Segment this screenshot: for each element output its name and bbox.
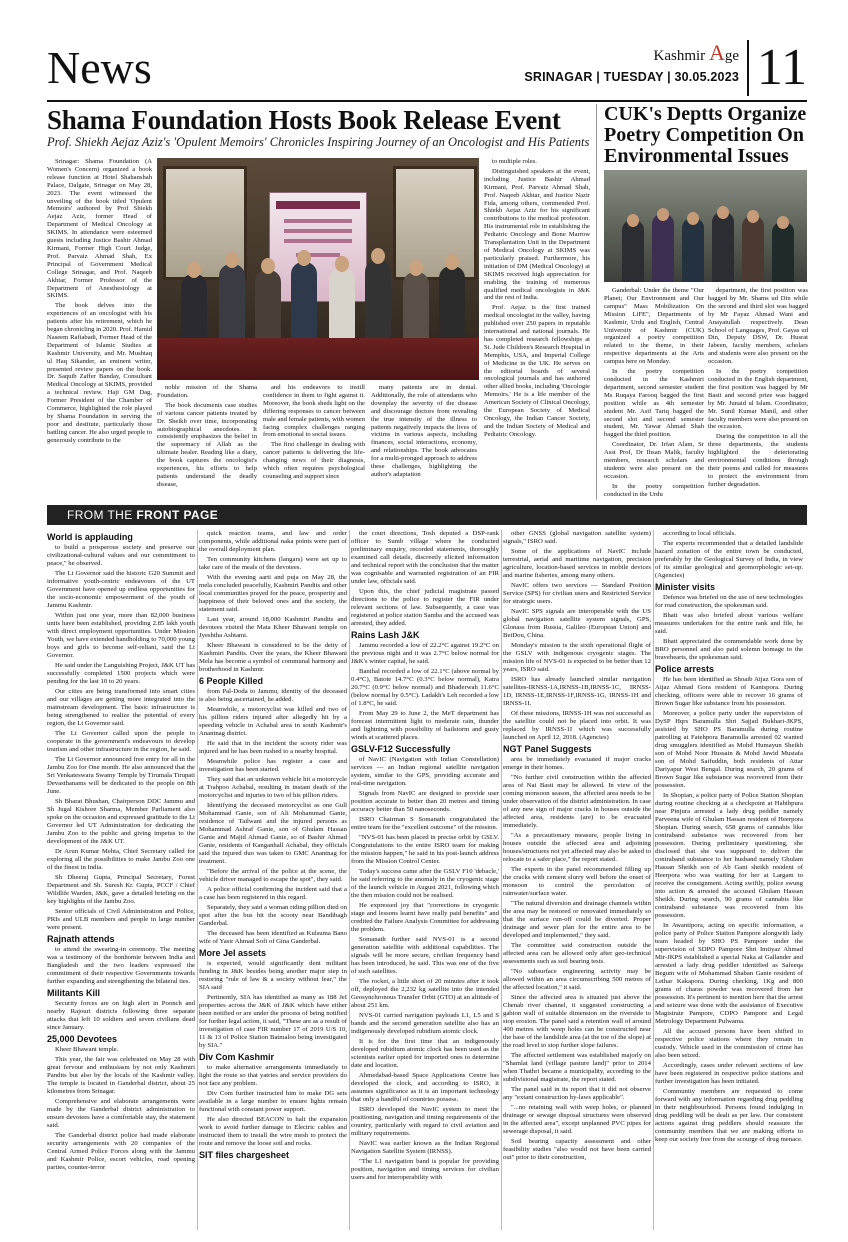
paragraph: "The natural diversion and drainage channels within the area may be restored or renovated immediately so that the surface run-off could be diverted. Proper drainage and sewer plan for the entire area to be developed and implemented," they said.	[503, 900, 651, 939]
paragraph: NavIC SPS signals are interoperable with the US global navigation satellite system signals, GPS, Glonass from Russia, Galileo (European Union) and BeiDou, China.	[503, 608, 651, 639]
paragraph: Today's success came after the GSLV F10 'debacle,' he said referring to the anomaly in the cryogenic stage of the launch vehicle in August 2021, following which the then mission could not be realised.	[351, 868, 499, 899]
paragraph: Bhatt was also briefed about various welfare measures undertaken for the entire rank and file, he said.	[655, 612, 803, 635]
paragraph: and his endeavors to instill confidence in them to fight against it. Moreover, the book sheds light on the differing responses to cancer between male and female patients, with women facing complex challenges ranging from emotional to social issues.	[263, 384, 365, 439]
paragraph: "NVS-01 has been placed in precise orbit by GSLV. Congratulations to the entire ISRO team for making the mission happen," he said in his post-launch address from the Mission Control Center.	[351, 834, 499, 865]
paragraph: Dr Arun Kumar Mehta, Chief Secretary called for exploring all the possibilities to make Jambu Zoo one of the finest in India.	[47, 848, 195, 871]
paragraph: They said that an unknown vehicle hit a motorcycle at Trahpoo Achabal, resulting in instant death of the motorcyclist and injuries to two of his pillion riders.	[199, 776, 347, 799]
paragraph: The Lt Governor announced free entry for all in the Jambu Zoo for One month. He also announced that the Sri Venkateswara Swamy Temple by Tirumala Tirupati Devasthanams will be dedicated to the people on 8th June.	[47, 756, 195, 795]
front-column-5	[655, 530, 803, 1232]
paragraph: The panel said in its report that it did not observe any "extant construction by-laws applicable".	[503, 1086, 651, 1101]
paragraph: The rocket, a little short of 20 minutes after it took off, deployed the 2,232 kg satellite into the intended Geosynchronous Transfer Orbit (GTO) at an altitude of about 251 km.	[351, 978, 499, 1009]
paragraph: He said that in the incident the scooty rider was injured and he has been rushed to a nearby hospital.	[199, 740, 347, 755]
paragraph: Ganderbal: Under the theme "Our Planet; Our Environment and Our campus" Mass Mobilization On Mission LiFE", Departments of Kashmir, Urdu and English, Central University of Kashmir (CUK) organized a poetry competition related to the theme, in their respective departments at the Arts campus here on Monday.	[604, 287, 704, 366]
paragraph: With the evening aarti and puja on May 28, the mela concluded peacefully, Kashmiri Pandits and other local communities prayed for the peace, prosperity and happiness of their beloved ones and the society, the statement said.	[199, 574, 347, 613]
paragraph: Some of the applications of NavIC include terrestrial, aerial and maritime navigation, precision agriculture, location-based services in mobile devices and marine fisheries, among many others.	[503, 548, 651, 579]
paragraph: department, the first position was bagged by Mr. Shams ud Din while the second and third slot was bagged by Mr Fayaz Ahmad Wani and Anayatullah respectively. Dean School of Languages, Prof. Gayas ud Din, Deputy DSW, Dr. Husrat Jabeen, faculty members, scholars and students were also present on the occasion.	[708, 287, 808, 366]
paragraph: "As a precautionary measure, people living in houses outside the affected area and adjoining houses/structures not yet affected may also be asked to relocate to a safer place," the report stated.	[503, 832, 651, 863]
section-heading: Rajnath attends	[47, 934, 115, 944]
paragraph: Bhatt appreciated the commendable work done by BRO personnel and also paid solemn homage to the bravehearts, the spokesman said.	[655, 638, 803, 661]
paragraph: The experts in the panel recommended filling up the cracks with cement slurry well before the onset of monsoon to control the percolation of rainwater/surface water.	[503, 866, 651, 897]
from-the-front-page-bar: FROM THE FRONT PAGE	[47, 505, 807, 525]
section-heading: Militants Kill	[47, 988, 101, 998]
brand-logo: Kashmir Age	[653, 40, 739, 65]
paragraph: Soil bearing capacity assessment and other feasibility studies "also would not have been carried out" prior to their construction,	[503, 1138, 651, 1161]
paragraph: Pertinently, SIA has identified as many as 188 JeI properties across the J&K of J&K which have either been notified or are under the process of being notified for further legal action, it said, "These are as a result of investigation of case FIR number 17 of 2019 U/S 10, 11 & 13 of Police Station Batmaloo being investigated by SIA."	[199, 994, 347, 1049]
paragraph: In the poetry competition conducted in the Urdu	[604, 482, 704, 498]
section-heading: Div Com Kashmir	[199, 1052, 275, 1062]
paragraph: This year, the fair was celebrated on May 28 with great fervour and enthusiasm by not only Kashmiri Pandits but also by the locals of the Kashmir valley. The temple is located in Ganderbal district, about 25 kilometres from Srinagar.	[47, 1056, 195, 1095]
paragraph: Meanwhile police has register a case and investigation has been started.	[199, 758, 347, 773]
paragraph: Within just one year, more than 82,000 business units have been established, providing 2.85 lakh youth with direct employment opportunities. Under Mission Youth, we have extended handholding to 70,000 young boys and girls to become self-reliant, said the Lt Governor.	[47, 612, 195, 659]
paragraph: Moreover, a police party under the supervision of DySP Hqrs Baramulla Shri Sajjad Bukhari-JKPS, assisted by SHO PS Baramulla during routine patrolling at Fatehpora Baramulla arrested 02 wanted drug smugglers identified as Mohd Humayun Sheikh son of Mohd Noor Hussain & Mohd Jawid Mustafa son of Mohd Saifuddin, both residents of Attar Dariyapur West Bengal. During search, 20 grams of Brown Sugar like substance was recovered from their possession.	[655, 710, 803, 789]
paragraph: Sh Dheeraj Gupta, Principal Secretary, Forest Department and Sh. Suresh Kr. Gupta, PCCF / Chief Wildlife Warden, J&K, gave a detailed briefing on the key highlights of the Jambu Zoo.	[47, 874, 195, 905]
paragraph: Monday's mission is the sixth operational flight of the GSLV with indigenous cryogenic stages. The mission life of NVS-01 is expected to be better than 12 years, ISRO said.	[503, 642, 651, 673]
paragraph: Comprehensive and elaborate arrangements were made by the Ganderbal district administration to ensure devotees have a comfortable stay, the statement said.	[47, 1098, 195, 1129]
paragraph: In Awantipora, acting on specific information, a police party of Police Station Pampore alongwith lady team headed by SHO PS Pampore under the supervision of SDPO Pampore Shri Imtiyaz Ahmad Mir-JKPS established a special Naka at Gallander and arrested a lady drug peddler identified as Safeeqa Begum wife of Mohammad Shaban Ganie resident of Lethar Kakapora. During checking, 1Kg and 800 grams of charas powder was recovered from her possession. It's pertinent to mention here that the arrest and seizure was done with the assistance of Executive Magistrate Pampore, CDPO Pampore and Legal Metrology Department Pulwama.	[655, 922, 803, 1025]
paragraph: to build a prosperous society and preserve our civilizational-cultural values and our commitment to peace," he observed.	[47, 544, 195, 567]
paragraph: Our cities are being transformed into smart cities and our villages are getting more integrated into the mainstream development. The basic infrastructure is being strengthened to realize the potential of every region, the Lt Governor said.	[47, 688, 195, 727]
paragraph: "No further civil construction within the affected area of Nai Basti may be allowed. In view of the coming monsoon season, the affected area needs to be under observation of the district administration. In case of any new sign of major cracks in houses outside the affected area, residents (are) to be evacuated immediately.	[503, 774, 651, 829]
paragraph: From May 29 to June 2, the MeT department has forecast intermittent light to moderate rain, thunder and lightning with possibility of hailstorm and gusty winds at scattered places.	[351, 710, 499, 741]
paragraph: NVS-01 carried navigation payloads L1, L5 and S bands and the second generation satellite also has an indigenously developed rubidium atomic clock.	[351, 1012, 499, 1035]
column-divider	[596, 104, 597, 500]
lead-column-5	[484, 158, 590, 498]
paragraph: the court directions, Tosh deputed a DSP-rank officer to Sumb village where he conducted preliminary enquiry, recorded statements, thoroughly examined call details, discreetly elicited information and technical report with the conclusion that the matter was cognisable and warranted registration of an FIR under law, officials said.	[351, 530, 499, 585]
lead-column-3	[263, 384, 365, 498]
paragraph: Srinagar: Shama Foundation (A Women's Concern) organized a book release function at Hotel Shahanshah Palace, Dalgate, Srinagar on May 28, 2023. The event witnessed the unveiling of the book titled 'Opulent Memoirs' authored by Prof Shiekh Aejaz Aziz, former Head of Department of Medical Oncology at SKIMS. In attendance were esteemed guests including Justice Bashir Ahmad Kirmani, Former High Court Judge, Prof. Parvaiz Ahmad Shah, Ex Principal of Government Medical College Srinagar, and Prof. Naqeeb Akhtar, Former Professor of the Department of Anesthesiology at SKIMS.	[47, 158, 152, 300]
paragraph: Sh Bharat Bhushan, Chairperson DDC Jammu and Sh Jugal Kishore Sharma, Member Parliament also spoke on the occasion and expressed gratitude to the Lt Governor led UT Administration for dedicating the Jambu Zoo to the public and giving impetus to the development of the J&K UT.	[47, 798, 195, 845]
paragraph: ISRO has already launched similar navigation satellites-IRNSS-1A,IRNSS-1B,IRNSS-1C, IRNSS-1D, IRNSS-1E,IRNSS-1F,IRNSS-1G, IRNSS-1H and IRNSS-1I.	[503, 676, 651, 707]
paragraph: ISRO Chairman S Somanath congratulated the entire team for the "excellent outcome" of the mission.	[351, 816, 499, 831]
section-heading: NGT Panel Suggests	[503, 744, 592, 754]
column-divider	[349, 530, 350, 1230]
paragraph: The affected settlement was established majorly on "Shamlat land (village pasture land)" prior to 2014 when Thathri became a municipality, according to the subdivisional magistrate, the report stated.	[503, 1052, 651, 1083]
masthead-rule	[47, 100, 807, 102]
page-number: 11	[747, 40, 807, 96]
paragraph: During the competition in all the three departments, the students highlighted the deteriorating environmental conditions through their poems and called for measures to protect the environment from further degradation.	[708, 433, 808, 488]
paragraph: The book delves into the experiences of an oncologist with his patients after his retirement, which he began chronicling in 2020. Prof. Hamid Naseem Rafiabadi, Former Head of the Department of Islamic Studies at Kashmir University, and Mr. Mushtaq ul Haq Sikander, an eminent writer, presented review papers on the book. Dr. Saquib Zaffer Banday, Consultant Medical Oncology at SKIMS, provided a technical review. Haji GM Dag, Former President of the Chamber of Commerce, highlighted the role played by Shama Foundation in serving the poor and destitute, particularly those battling cancer. He also urged people to generously contribute to the	[47, 302, 152, 444]
column-divider	[197, 530, 198, 1230]
paragraph: Separately, they said a woman riding pillion died on spot after the bus hit the scooty near Bandibagh Ganderbal.	[199, 904, 347, 927]
paragraph: from Pal-Doda to Jammu, identity of the deceased is also being ascertained, he added.	[199, 688, 347, 703]
paragraph: Upon this, the chief judicial magistrate passed directions to the police to register the FIR under relevant sections of law. Subsequently, a case was registered at police station Samba and the accused was arrested, they added.	[351, 588, 499, 627]
paragraph: He said under the Languishing Project, J&K UT has successfully completed 1500 projects which were pending for the last 10 to 20 years.	[47, 662, 195, 685]
paragraph: All the accused persons have been shifted to respective police stations where they remain in custody. Vehicle used in the commission of crime has also been seized.	[655, 1028, 803, 1059]
paragraph: Prof. Aejaz is the first trained medical oncologist in the valley, having published over 250 papers in reputable international and national journals. He has completed research fellowships at St. Jude Children's Research Hospital in Memphis, USA, and Imperial College of Medicine in the UK. He serves on the editorial boards of several oncological journals and has authored other allied books, including 'Oncologie Memoirs.' He is a life member of the American Society of Clinical Oncology, the European Society of Medical Oncology, the Indian Cancer Society, and the Indian Society of Medical and Pediatric Oncology.	[484, 304, 590, 438]
paragraph: other GNSS (global navigation satellite system) signals," ISRO said.	[503, 530, 651, 545]
paragraph: Coordinator, Dr. Irfan Alam, Sr Asst Prof, Dr Ihsan Malik, faculty members, research scholars and students were also present on the occasion.	[604, 441, 704, 480]
photo-window-right	[393, 166, 477, 280]
side-headline: CUK's Deptts Organize Poetry Competition On Environmental Issues	[604, 103, 807, 167]
paragraph: Kheer Bhawani temple.	[55, 1046, 119, 1053]
column-divider	[501, 530, 502, 1230]
masthead	[47, 38, 807, 98]
paragraph: "The L1 navigation band is popular for providing position, navigation and timing services for civilian users and for interoperability with	[351, 1158, 499, 1181]
paragraph: Since the affected area is situated just above the Chenab river channel, it suggested constructing a gabion wall of suitable dimension on the riverside to stop erosion. The panel said a retention wall of around 400 metres with weep holes can be constructed near the base of the landslide area (at the toe of the slope) at the road level to stop further slope failures.	[503, 994, 651, 1049]
paragraph: The book documents case studies of various cancer patients treated by Dr. Sheikh over time, incorporating autobiographical anecdotes. It consistently emphasizes the belief in the supremacy of Allah as the ultimate healer. Reading like a diary, the book captures the oncologist's experiences, his efforts to help patients understand the deadly disease,	[157, 401, 257, 488]
paragraph: Ahmedabad-based Space Applications Centre has developed the clock, and according to ISRO, it assumes significance as it is an important technology that only a handful of countries possess.	[351, 1072, 499, 1103]
paragraph: The Lt Governor said the historic G20 Summit and informative youth-centric endeavours of the UT Government have opened up endless opportunities for the socio-economic empowerment of the youth of Jammu Kashmir.	[47, 570, 195, 609]
front-column-4	[503, 530, 651, 1232]
paragraph: to make alternative arrangements immediately to light the route so that yatries and service providers do not face any problem.	[199, 1064, 347, 1087]
front-column-2	[199, 530, 347, 1232]
dateline: SRINAGAR | TUESDAY | 30.05.2023	[524, 70, 739, 84]
section-heading: World is applauding	[47, 532, 133, 542]
paragraph: Senior officials of Civil Administration and Police, PRIs and ULB members and people in large number were present.	[47, 908, 195, 931]
lead-column-1	[47, 158, 152, 498]
paragraph: Signals from NavIC are designed to provide user position accurate to better than 20 metres and timing accuracy better than 50 nanoseconds.	[351, 790, 499, 813]
paragraph: is expected, would significantly dent militant funding in J&K besides being another major step in restoring "rule of law & a society without fear," the SIA said	[199, 960, 347, 991]
paragraph: to attend the swearing-in ceremony. The meeting was a testimony of the bonhomie between India and Bangladesh and the two leaders expressed the commitment of their respective Governments towards further expanding and strengthening the bilateral ties.	[47, 946, 195, 985]
section-heading: Police arrests	[655, 664, 715, 674]
paragraph: He has been identified as Shoaib Aijaz Gora son of Aijaz Ahmad Gora resident of Kanispora. During checking, officers were able to recover 16 grams of Brown Sugar like substance from his possession.	[655, 676, 803, 707]
paragraph: In the poetry competition conducted in the Kashmiri department, second semester student Ms Ruqaya Farooq bagged the first position while as 4th semester student Mr. Asif Tariq bagged the second slot and second semester student, Mr. Yawar Ahmad Shah bagged the third position.	[604, 368, 704, 439]
paragraph: NavIC offers two services — Standard Position Service (SPS) for civilian users and Restricted Service for strategic users.	[503, 582, 651, 605]
paragraph: to multiple roles.	[492, 158, 537, 165]
paragraph: Community members are requested to come forward with any information regarding drug peddling in their neighbourhood. Persons found indulging in drug peddling will be dealt as per law. Our consistent actions against drug peddlers should reassure the community members that we are making efforts to keep our society free from the scourge of drug menace.	[655, 1088, 803, 1143]
section-heading: Rains Lash J&K	[351, 630, 420, 640]
paragraph: "Before the arrival of the police at the scene, the vehicle driver managed to escape the spot", they said.	[199, 868, 347, 883]
paragraph: Distinguished speakers at the event, including Justice Bashir Ahmad Kirmani, Prof. Parvaiz Ahmad Shah, Prof. Naqeeb Akhtar, and Justice Nazir Fida, among others, commended Prof. Shiekh Aejaz Aziz for his significant contributions to the medical profession. His instrumental role in establishing the Pediatric Oncology and Bone Marrow Transplantation Unit in the Department of Medical Oncology at SKIMS was particularly praised. Furthermore, his initiation of DM (Medical Oncology) at SKIMS received high appreciation for enabling the training of numerous qualified medical oncologists in J&K and the rest of India.	[484, 167, 590, 302]
section-heading: GSLV-F12 Successfully	[351, 744, 451, 754]
paragraph: In the poetry competition conducted in the English department, the first position was bagged by Mr Basit and second prize was bagged by Mr. Junaid ul Islam. Coordinator, Mr. Sunil Kumar Manil, and other faculty members were also present on the occasion.	[708, 368, 808, 431]
paragraph: Somanath further said NVS-01 is a second generation satellite with additional capabilities. The signals will be more secure, civilian frequency band has been introduced, he said. This was one of the five of such satellites.	[351, 936, 499, 975]
paragraph: "No subsurface engineering activity may be allowed within an area circumscribing 500 metres of the affected location," it said.	[503, 968, 651, 991]
lead-column-4	[371, 384, 477, 498]
section-heading: SIT files chargesheet	[199, 1150, 290, 1160]
paragraph: of NavIC (Navigation with Indian Constellation) services — an Indian regional satellite navigation system, similar to the GPS, providing accurate and real-time navigation.	[351, 756, 499, 787]
paragraph: It is for the first time that an indigenously developed rubidium atomic clock has been used as the scientists earlier opted for imported ones to determine date and location.	[351, 1038, 499, 1069]
lead-deck: Prof. Shiekh Aejaz Aziz's 'Opulent Memoirs' Chronicles Inspiring Journey of an Oncologist and His Patients	[47, 135, 590, 149]
paragraph: Kheer Bhawani is considered to be the deity of Kashmiri Pandits. Over the years, the Kheer Bhawani Mela has become a symbol of communal harmony and brotherhood in Kashmir.	[199, 642, 347, 673]
paragraph: "...no retaining wall with weep holes, or planned drainage or sewage disposal structures were observed in the affected area", except unplanned PVC pipes for sewerage disposal, it said.	[503, 1104, 651, 1135]
paragraph: The Lt Governor called upon the people to cooperate in the government's endeavours to develop tourism and other infrastructure in the region, he said.	[47, 730, 195, 753]
paragraph: Div Com further instructed him to make DG sets available in a large number to ensure lights remain functional with constant power support.	[199, 1090, 347, 1113]
paragraph: He also directed BEACON to halt the expansion work to avoid further damage to Electric cables and instructed them to install the wire mesh to protect the route and remove the loose soil and rocks.	[199, 1116, 347, 1147]
section-heading: Minister visits	[655, 582, 716, 592]
paragraph: The first challenge in dealing with cancer patients is delivering the life-changing news of their diagnosis, which often requires psychological counseling and support since	[263, 441, 365, 480]
paragraph: The committee said construction outside the affected area can be allowed only after geo-technical assessments such as soil bearing tests.	[503, 942, 651, 965]
paragraph: He expressed joy that "corrections in cryogenic stage and lessons learnt have really paid benefits" and credited the Failure Analysis Committee for addressing the problem.	[351, 902, 499, 933]
paragraph: Accordingly, cases under relevant sections of law have been registered in respective police stations and further investigation has been initiated.	[655, 1062, 803, 1085]
paragraph: Last year, around 18,000 Kashmiri Pandits and devotees visited the Mata Kheer Bhawani temple on Jyeshtha Ashtami.	[199, 616, 347, 639]
paragraph: area be immediately evacuated if major cracks emerge in their homes.	[503, 756, 651, 771]
paragraph: Identifying the deceased motorcyclist as one Gull Mohammad Ganie, son of Ali Mohammad Ganie, residence of Tailwani and the injured persons as Mohammad Ashraf Ganie, son of Ghulam Hassan Ganie and Majid Ahmad Ganie, so of Bashir Ahmad Ganie, residents of Kanganhall Achabal, they officials said the injured duo was taken to GMC Anantnag for treatment.	[199, 802, 347, 865]
lead-column-2	[157, 384, 257, 498]
paragraph: many patients are in denial. Additionally, the role of attendants who downplay the severity of the disease and discourage doctors from revealing the true intensity of the illness to patients negatively impacts the lives of victims in various aspects, including finances, social interactions, economy, and relationships. The book advocates for a multi-pronged approach to address these challenges, highlighting the author's adaptation	[371, 384, 477, 478]
paragraph: Defence was briefed on the use of new technologies for road construction, the spokesman said.	[655, 594, 803, 609]
paragraph: A police official confirming the incident said that a a case has been registered in this regard.	[199, 886, 347, 901]
section-heading: 6 People Killed	[199, 676, 264, 686]
paragraph: In Shopian, a police party of Police Station Shopian during routine checking at a checkpoint at Habibpura near Pinjura arrested a lady drug peddler namely Parveena wife of Ghulam Hassan resident of Heerpora Shopian. During search, 658 grams of cannabis like contraband substance was recovered from her possession. During preliminary questioning, she disclosed that she was supposed to deliver the contraband substance to her husband namely Ghulam Hassan Sheikh son of Ab Gani sheikh resident of Heerpora who was waiting for her at Largam to receive the consignment. Acting swiftly, police swung into action & arrested the accused Ghulam Hassan Sheikh. During search, 90 grams of cannabis like contraband substance was recovered from his possession.	[655, 792, 803, 919]
side-column-2	[708, 287, 808, 498]
paragraph: The experts recommended that a detailed landslide hazard zonation of the entire town be conducted, preferably by the Geological Survey of India, in view of its similar geological and geomorphologic set-up. (Agencies)	[655, 540, 803, 579]
column-divider	[653, 530, 654, 1230]
paragraph: Banihal recorded a low of 22.1°C (above normal by 0.4°C), Batote 14.7°C (0.3°C below normal), Katra 20.7°C (0.9°C below normal) and Bhaderwah 11.6°C (below normal by 0.5°C). Ladakh's Leh recorded a low of 1.8°C, he said.	[351, 668, 499, 707]
paragraph: The deceased has been identified as Kulsuma Bano wife of Yasir Ahmad Sofi of Gina Ganderbal.	[199, 930, 347, 945]
side-column-1	[604, 287, 704, 498]
lead-headline: Shama Foundation Hosts Book Release Event	[47, 105, 561, 135]
book-release-photo	[157, 158, 479, 380]
poetry-competition-photo	[604, 170, 807, 282]
paragraph: Security forces are on high alert in Poonch and nearby Rajouri districts following three separate attacks that left 10 soldiers and seven civilians dead since January.	[47, 1000, 195, 1031]
paragraph: ISRO developed the NavIC system to meet the positioning, navigation and timing requirements of the country, particularly with regard to civil aviation and military requirements.	[351, 1106, 499, 1137]
paragraph: Meanwhile, a motorcyclist was killed and two of his pillion riders injured after allegedly hit by a speeding vehicle in Achabal area in south Kashmir's Anantnag district.	[199, 706, 347, 737]
paragraph: quick reaction teams, and law and order components, while additional naka points were part of the overall deployment plan.	[199, 530, 347, 553]
paragraph: according to local officials.	[663, 530, 737, 537]
paragraph: noble mission of the Shama Foundation.	[157, 384, 257, 399]
front-column-1	[47, 530, 195, 1232]
paragraph: Of these missions, IRNSS-1H was not successful as the satellite could not be placed into orbit. It was replaced by IRNSS-1I which was successfully launched on April 12, 2018. (Agencies)	[503, 710, 651, 741]
front-column-3	[351, 530, 499, 1232]
paragraph: The Ganderbal district police had made elaborate security arrangements with 20 companies of the Central Armed Police Forces along with the Jammu and Kashmir Police, escort vehicles, road opening parties, counter-terror	[47, 1132, 195, 1171]
section-heading: More JeI assets	[199, 948, 267, 958]
paragraph: Jammu recorded a low of 22.2°C against 19.2°C on the previous night and it was 2.7°C below normal for J&K's winter capital, he said.	[351, 642, 499, 665]
paragraph: NavIC was earlier known as the Indian Regional Navigation Satellite System (IRNSS).	[351, 1140, 499, 1155]
section-heading: 25,000 Devotees	[47, 1034, 118, 1044]
paragraph: Ten community kitchens (langars) were set up to take care of the meals of the devotees.	[199, 556, 347, 571]
section-title: News	[47, 42, 152, 93]
photo-table	[157, 338, 479, 380]
